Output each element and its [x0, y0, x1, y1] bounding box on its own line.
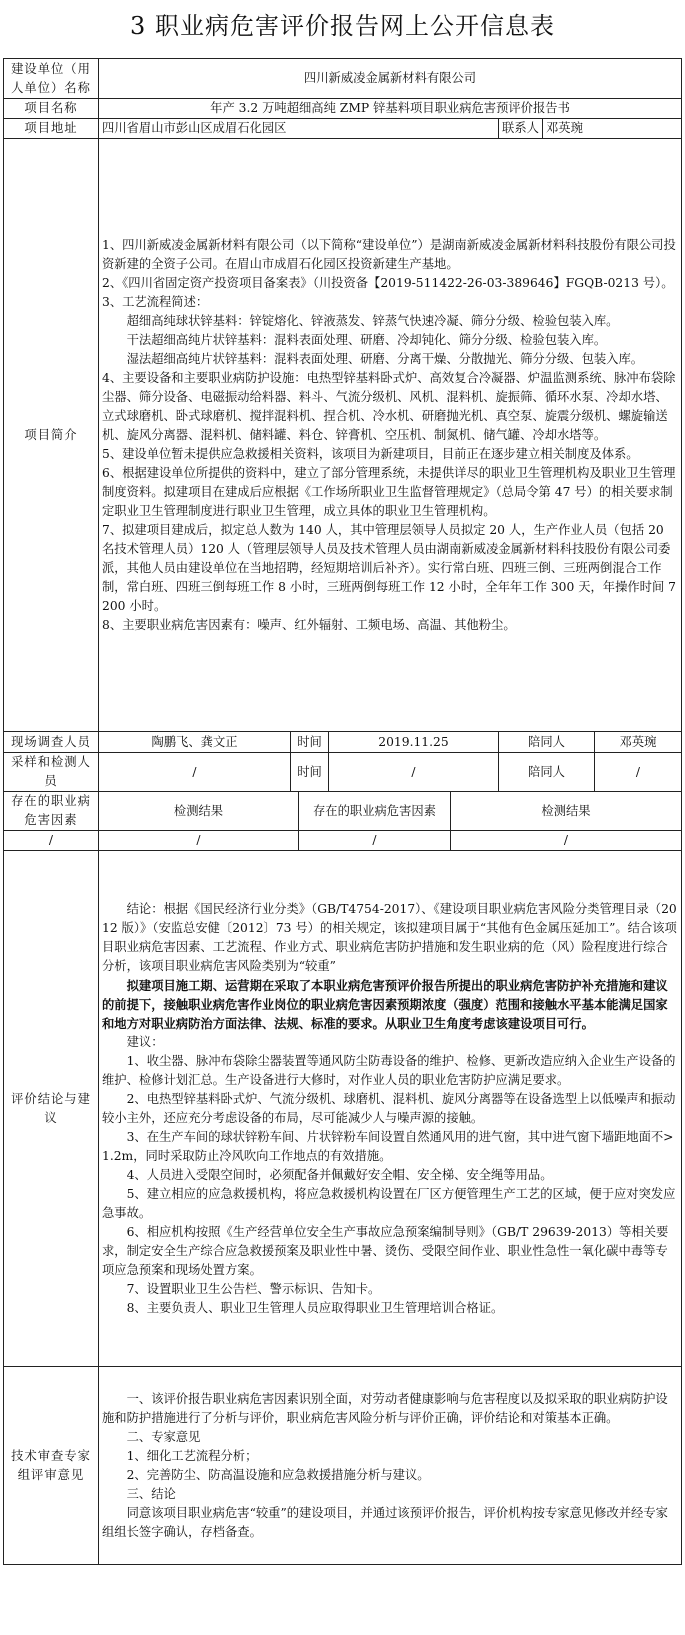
hazard-factor-header: 存在的职业病危害因素 [4, 792, 99, 831]
intro-paragraph: 3、工艺流程简述： [102, 294, 209, 309]
sampling-time-label: 时间 [291, 753, 329, 792]
intro-label: 项目简介 [4, 139, 99, 732]
expert-paragraph: 二、专家意见 [126, 1429, 201, 1444]
suggestion-item: 3、在生产车间的球状锌粉车间、片状锌粉车间设置自然通风用的进气窗，其中进气窗下墙距地面不>1.2m，同时采取防止冷风吹向工作地点的有效措施。 [102, 1129, 674, 1163]
sampling-label: 采样和检测人员 [4, 753, 99, 792]
conclusion-content [99, 851, 682, 1367]
hazard-header-row [4, 792, 682, 831]
expert-row [4, 1367, 682, 1565]
unit-label: 建设单位（用人单位）名称 [4, 59, 99, 99]
intro-paragraph: 1、四川新威凌金属新材料有限公司（以下简称“建设单位”）是湖南新威凌金属新材料科技股份有限公司投资新建的全资子公司。在眉山市成眉石化园区投资新建生产基地。 [102, 237, 676, 271]
expert-paragraph: 1、细化工艺流程分析； [126, 1448, 258, 1463]
survey-label: 现场调查人员 [4, 732, 99, 753]
expert-paragraph: 一、该评价报告职业病危害因素识别全面，对劳动者健康影响与危害程度以及拟采取的职业病防护设施和防护措施进行了分析与评价，职业病危害风险分析与评价正确，评价结论和对策基本正确。 [102, 1391, 668, 1425]
survey-time-value: 2019.11.25 [329, 732, 499, 753]
unit-value: 四川新威凌金属新材料有限公司 [99, 59, 682, 99]
intro-paragraph: 干法超细高纯片状锌基料：混料表面处理、研磨、冷却钝化、筛分分级、检验包装入库。 [126, 332, 607, 347]
unit-row [4, 59, 682, 99]
suggestion-item: 1、收尘器、脉冲布袋除尘器装置等通风防尘防毒设备的维护、检修、更新改造应纳入企业生产设备的维护、检修计划汇总。生产设备进行大修时，对作业人员的职业危害防护应满足要求。 [102, 1053, 676, 1087]
survey-row [4, 732, 682, 753]
hazard-factor-value: / [4, 831, 99, 851]
expert-paragraph: 2、完善防尘、防高温设施和应急救援措施分析与建议。 [126, 1467, 430, 1482]
page-title: 3 职业病危害评价报告网上公开信息表 [130, 12, 555, 40]
intro-paragraph: 7、拟建项目建成后，拟定总人数为 140 人，其中管理层领导人员拟定 20 人，生产作业人员（包括 20 名技术管理人员）120 人（管理层领导人员及技术管理人员由湖南新威凌金属新材料科技股份有限公司委派，其他人员由建设单位在当地招聘，经短期培训后补齐）。实行常白班、四班三倒、三班两倒混合工作制，常白班、四班三倒每班工作 8 小时，三班两倒每班工作 12 小时，全年年工作 300 天，年操作时间 7200 小时。 [102, 522, 677, 613]
address-value: 四川省眉山市彭山区成眉石化园区 [99, 119, 499, 139]
survey-escort-label: 陪同人 [499, 732, 595, 753]
suggestion-item: 4、人员进入受限空间时，必须配备并佩戴好安全帽、安全梯、安全绳等用品。 [126, 1167, 553, 1182]
sampling-value: / [99, 753, 291, 792]
detection-result-value: / [451, 831, 682, 851]
intro-paragraph: 5、建设单位暂未提供应急救援相关资料，该项目为新建项目，目前正在逐步建立相关制度及体系。 [102, 446, 639, 461]
suggestion-item: 6、相应机构按照《生产经营单位安全生产事故应急预案编制导则》（GB/T 29639-2013）等相关要求，制定安全生产综合应急救援预案及职业性中暑、烫伤、受限空间作业、职业性急性一氧化碳中毒等专项应急预案和现场处置方案。 [102, 1224, 669, 1277]
contact-label: 联系人 [499, 119, 543, 139]
hazard-value-row [4, 831, 682, 851]
project-name-label: 项目名称 [4, 99, 99, 119]
intro-paragraph: 8、主要职业病危害因素有：噪声、红外辐射、工频电场、高温、其他粉尘。 [102, 617, 516, 632]
intro-content [99, 139, 682, 732]
detection-result-header: 检测结果 [99, 792, 299, 831]
expert-content [99, 1367, 682, 1565]
contact-value: 邓英琬 [543, 119, 682, 139]
detection-result-header: 检测结果 [451, 792, 682, 831]
survey-time-label: 时间 [291, 732, 329, 753]
conclusion-paragraph: 结论：根据《国民经济行业分类》（GB/T4754-2017）、《建设项目职业病危害风险分类管理目录（2012 版）》（安监总安健〔2012〕73 号）的相关规定，该拟建项目属于“其他有色金属压延加工”。结合该项目职业病危害因素、工艺流程、作业方式、职业病危害防护措施和发生职业病的危（风）险程度进行综合分析，该项目职业病危害风险类别为“较重” [102, 901, 677, 973]
info-table [3, 58, 682, 1565]
address-row [4, 119, 682, 139]
expert-paragraph: 三、结论 [126, 1486, 176, 1501]
project-name-row [4, 99, 682, 119]
conclusion-bold-paragraph: 拟建项目施工期、运营期在采取了本职业病危害预评价报告所提出的职业病危害防护补充措施和建议的前提下，接触职业病危害作业岗位的职业病危害因素预期浓度（强度）范围和接触水平基本能满足国家和地方对职业病防治方面法律、法规、标准的要求。从职业卫生角度考虑该建设项目可行。 [102, 977, 668, 1031]
intro-row [4, 139, 682, 732]
sampling-time-value: / [329, 753, 499, 792]
project-name-value: 年产 3.2 万吨超细高纯 ZMP 锌基料项目职业病危害预评价报告书 [99, 99, 682, 119]
hazard-factor-value: / [299, 831, 451, 851]
suggestion-item: 5、建立相应的应急救援机构，将应急救援机构设置在厂区方便管理生产工艺的区域，便于应对突发应急事故。 [102, 1186, 676, 1220]
expert-label: 技术审查专家组评审意见 [4, 1367, 99, 1565]
suggestion-item: 7、设置职业卫生公告栏、警示标识、告知卡。 [126, 1281, 381, 1296]
hazard-factor-header: 存在的职业病危害因素 [299, 792, 451, 831]
sampling-escort-label: 陪同人 [499, 753, 595, 792]
intro-paragraph: 2、《四川省固定资产投资项目备案表》（川投资备【2019-511422-26-03-389646】FGQB-0213 号）。 [102, 275, 674, 290]
sampling-row [4, 753, 682, 792]
sampling-escort-value: / [595, 753, 682, 792]
conclusion-label: 评价结论与建议 [4, 851, 99, 1367]
address-label: 项目地址 [4, 119, 99, 139]
intro-paragraph: 4、主要设备和主要职业病防护设施：电热型锌基料卧式炉、高效复合冷凝器、炉温监测系统、脉冲布袋除尘器、筛分设备、电磁振动给料器、料斗、气流分级机、风机、混料机、旋振筛、循环水泵、冷却水塔、立式球磨机、卧式球磨机、搅拌混料机、捏合机、冷水机、研磨抛光机、真空泵、旋震分级机、螺旋输送机、旋风分离器、混料机、储料罐、料仓、锌膏机、空压机、制氮机、储气罐、冷却水塔等。 [102, 370, 676, 442]
detection-result-value: / [99, 831, 299, 851]
intro-paragraph: 湿法超细高纯片状锌基料：混料表面处理、研磨、分离干燥、分散抛光、筛分分级、包装入库。 [126, 351, 644, 366]
expert-paragraph: 同意该项目职业病危害“较重”的建设项目，并通过该预评价报告，评价机构按专家意见修改并经专家组组长签字确认，存档备查。 [102, 1505, 668, 1539]
survey-escort-value: 邓英琬 [595, 732, 682, 753]
suggestions-title: 建议： [126, 1034, 164, 1049]
survey-value: 陶鹏飞、龚文正 [99, 732, 291, 753]
intro-paragraph: 超细高纯球状锌基料：锌锭熔化、锌液蒸发、锌蒸气快速冷凝、筛分分级、检验包装入库。 [126, 313, 619, 328]
suggestion-item: 8、主要负责人、职业卫生管理人员应取得职业卫生管理培训合格证。 [126, 1300, 504, 1315]
intro-paragraph: 6、根据建设单位所提供的资料中，建立了部分管理系统，未提供详尽的职业卫生管理机构及职业卫生管理制度资料。拟建项目在建成后应根据《工作场所职业卫生监督管理规定》（总局令第 47 号）的相关要求制定职业卫生管理制度进行职业卫生管理，成立具体的职业卫生管理机构。 [102, 465, 676, 518]
suggestion-item: 2、电热型锌基料卧式炉、气流分级机、球磨机、混料机、旋风分离器等在设备选型上以低噪声和振动较小主外，还应充分考虑设备的布局，尽可能减少人与噪声源的接触。 [102, 1091, 676, 1125]
conclusion-row [4, 851, 682, 1367]
